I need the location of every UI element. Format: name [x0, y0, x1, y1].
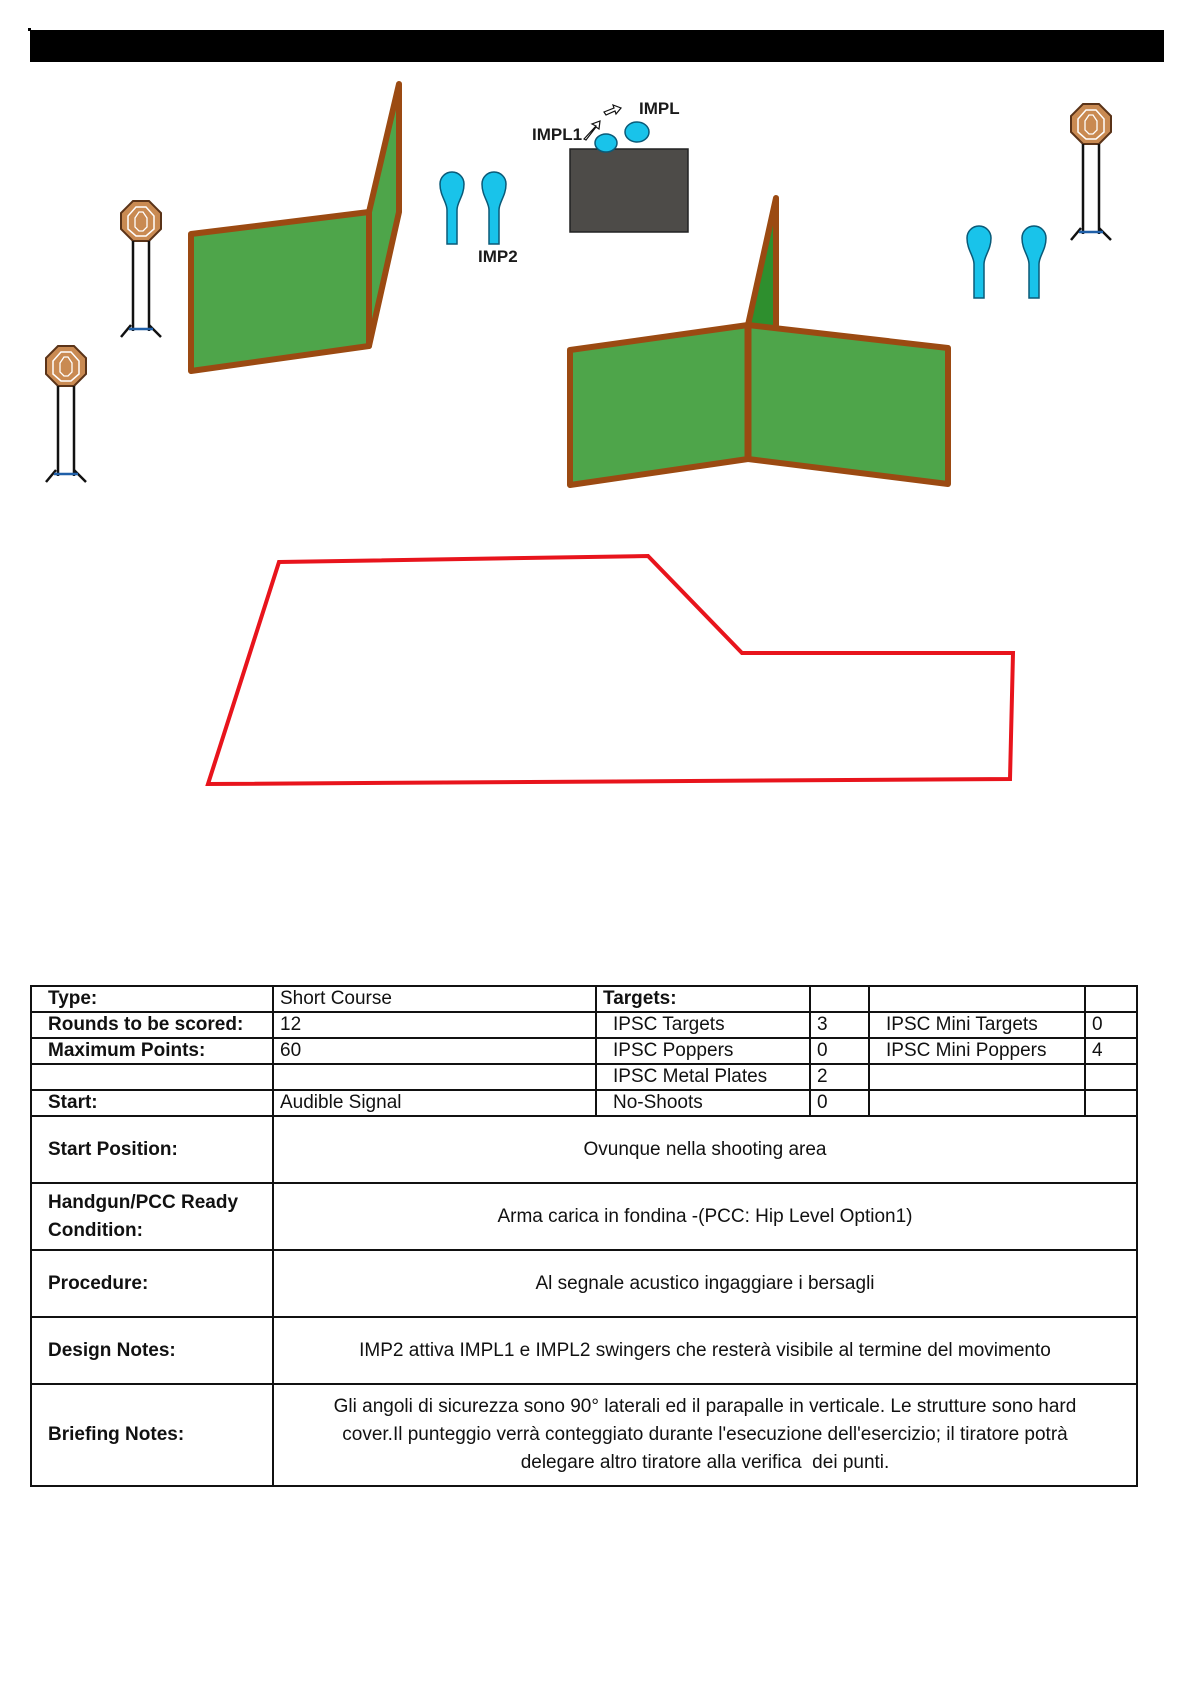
design-notes-label: Design Notes:: [31, 1317, 273, 1384]
briefing-notes-line1: Gli angoli di sicurezza sono 90° laterali ed il parapalle in verticale. Le strutture sono hard: [333, 1396, 1077, 1417]
briefing-notes-line3: delegare altro tiratore alla verifica dei punti.: [520, 1452, 890, 1473]
swinger-impl1: [595, 134, 617, 152]
popper-imp2-a: [440, 172, 464, 244]
row-briefing-notes: [31, 1384, 1137, 1486]
row-design-notes: [31, 1317, 1137, 1384]
type-label: Type:: [31, 986, 273, 1012]
ready-condition-label-line2: Condition:: [48, 1219, 143, 1241]
ipsc-mini-poppers-value: 4: [1085, 1038, 1137, 1064]
ipsc-mini-targets-label: IPSC Mini Targets: [869, 1012, 1085, 1038]
design-notes-value: IMP2 attiva IMPL1 e IMPL2 swingers che resterà visibile al termine del movimento: [273, 1317, 1137, 1384]
start-label: Start:: [31, 1090, 273, 1116]
popper-imp2-b: [482, 172, 506, 244]
ipsc-poppers-value: 0: [810, 1038, 869, 1064]
shooting-area: [208, 556, 1013, 784]
row-ready-condition: [31, 1183, 1137, 1250]
metal-plates-label: IPSC Metal Plates: [596, 1064, 810, 1090]
no-shoots-value: 0: [810, 1090, 869, 1116]
swinger-impl: [625, 122, 649, 142]
ipsc-mini-poppers-label: IPSC Mini Poppers: [869, 1038, 1085, 1064]
ready-condition-value: Arma carica in fondina -(PCC: Hip Level Option1): [273, 1183, 1137, 1250]
label-impl1: IMPL1: [532, 125, 583, 144]
row-type: [31, 986, 1137, 1012]
label-impl: IMPL: [639, 99, 680, 118]
wall-right: [570, 198, 948, 485]
procedure-value: Al segnale acustico ingaggiare i bersagli: [273, 1250, 1137, 1317]
row-rounds: [31, 1012, 1137, 1038]
targets-header: Targets:: [596, 986, 810, 1012]
rounds-label: Rounds to be scored:: [31, 1012, 273, 1038]
start-value: Audible Signal: [273, 1090, 596, 1116]
ipsc-targets-value: 3: [810, 1012, 869, 1038]
popper-right-b: [1022, 226, 1046, 298]
row-procedure: [31, 1250, 1137, 1317]
swinger-box: [570, 149, 688, 232]
header-bar: [30, 30, 1164, 62]
popper-right-a: [967, 226, 991, 298]
row-metal-plates: [31, 1064, 1137, 1090]
row-start: [31, 1090, 1137, 1116]
max-points-value: 60: [273, 1038, 596, 1064]
row-max-points: [31, 1038, 1137, 1064]
wall-left: [191, 84, 399, 371]
briefing-notes-label: Briefing Notes:: [31, 1384, 273, 1486]
start-position-value: Ovunque nella shooting area: [273, 1116, 1137, 1183]
start-position-label: Start Position:: [31, 1116, 273, 1183]
paper-target-2: [46, 346, 86, 482]
ready-condition-label: [31, 1183, 273, 1250]
paper-target-3: [1071, 104, 1111, 240]
metal-plates-value: 2: [810, 1064, 869, 1090]
type-value: Short Course: [273, 986, 596, 1012]
rounds-value: 12: [273, 1012, 596, 1038]
briefing-notes-value: [273, 1384, 1137, 1486]
label-imp2: IMP2: [478, 247, 518, 266]
procedure-label: Procedure:: [31, 1250, 273, 1317]
row-start-position: [31, 1116, 1137, 1183]
ipsc-mini-targets-value: 0: [1085, 1012, 1137, 1038]
max-points-label: Maximum Points:: [31, 1038, 273, 1064]
ipsc-targets-label: IPSC Targets: [596, 1012, 810, 1038]
ipsc-poppers-label: IPSC Poppers: [596, 1038, 810, 1064]
paper-target-1: [121, 201, 161, 337]
corner-mark: [28, 28, 31, 31]
no-shoots-label: No-Shoots: [596, 1090, 810, 1116]
stage-briefing-table: [30, 985, 1138, 1487]
ready-condition-label-line1: Handgun/PCC Ready: [48, 1191, 239, 1213]
briefing-notes-line2: cover.Il punteggio verrà conteggiato durante l'esecuzione dell'esercizio; il tiratore potrà: [342, 1424, 1068, 1445]
swing-arrow-icon-2: [604, 105, 621, 115]
